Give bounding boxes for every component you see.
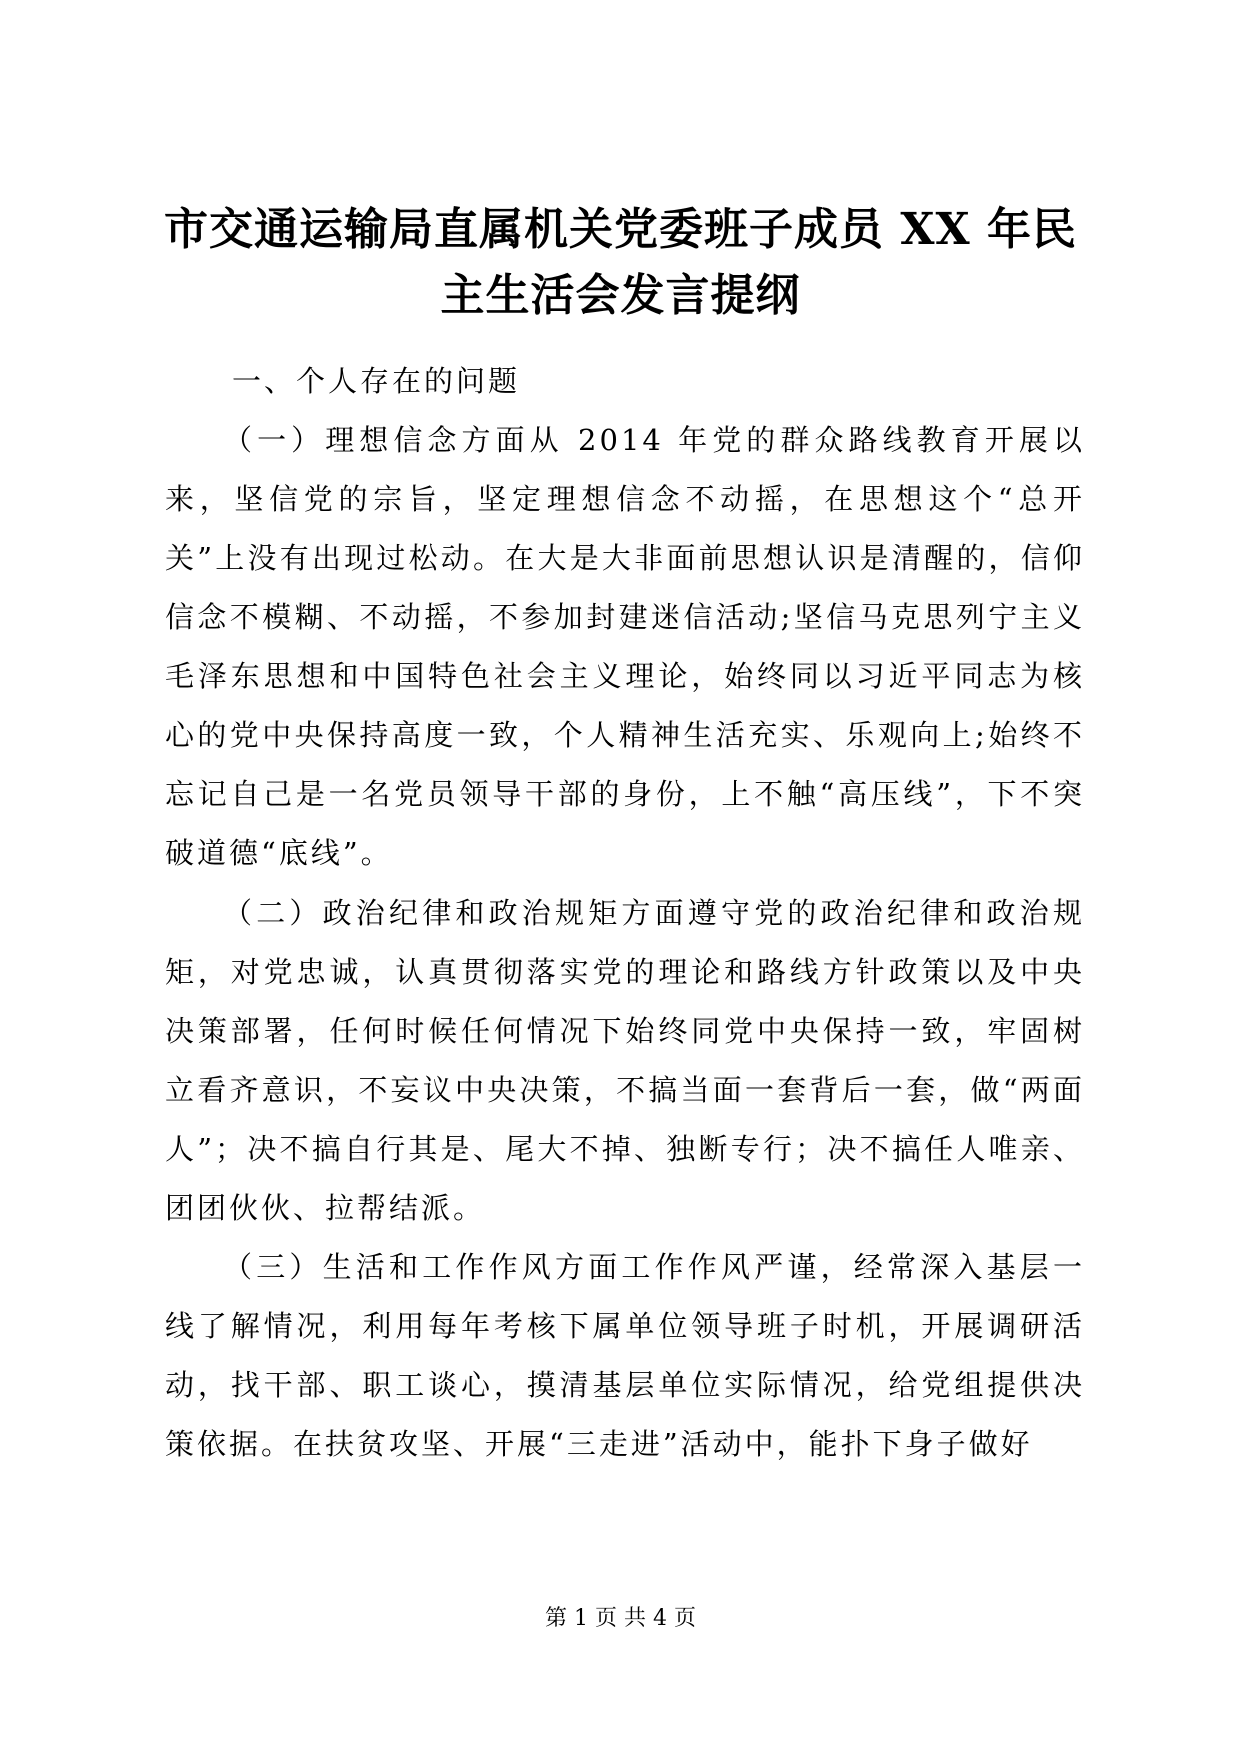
document-title-line-2: 主生活会发言提纲	[440, 270, 801, 321]
page-number-footer: 第 1 页 共 4 页	[545, 1606, 696, 1631]
paragraph-work-style: （三）生活和工作作风方面工作作风严谨，经常深入基层一线了解情况，利用每年考核下属单位领导班子时机，开展调研活动，找干部、职工谈心，摸清基层单位实际情况，给党组提供决策依据。在扶贫攻坚、开展“三走进”活动中，能扑下身子做好	[165, 1250, 1085, 1461]
paragraph-political-discipline: （二）政治纪律和政治规矩方面遵守党的政治纪律和政治规矩，对党忠诚，认真贯彻落实党的理论和路线方针政策以及中央决策部署，任何时候任何情况下始终同党中央保持一致，牢固树立看齐意识，不妄议中央决策，不搞当面一套背后一套，做“两面人”；决不搞自行其是、尾大不掉、独断专行；决不搞任人唯亲、团团伙伙、拉帮结派。	[165, 896, 1085, 1225]
section-heading: 一、个人存在的问题	[232, 364, 521, 398]
document-title-line-1: 市交通运输局直属机关党委班子成员 XX 年民	[164, 204, 1077, 255]
paragraph-ideals-and-beliefs: （一）理想信念方面从 2014 年党的群众路线教育开展以来，坚信党的宗旨，坚定理想信念不动摇，在思想这个“总开关”上没有出现过松动。在大是大非面前思想认识是清醒的，信仰信念不模糊、不动摇，不参加封建迷信活动;坚信马克思列宁主义毛泽东思想和中国特色社会主义理论，始终同以习近平同志为核心的党中央保持高度一致，个人精神生活充实、乐观向上;始终不忘记自己是一名党员领导干部的身份，上不触“高压线”，下不突破道德“底线”。	[165, 423, 1085, 870]
